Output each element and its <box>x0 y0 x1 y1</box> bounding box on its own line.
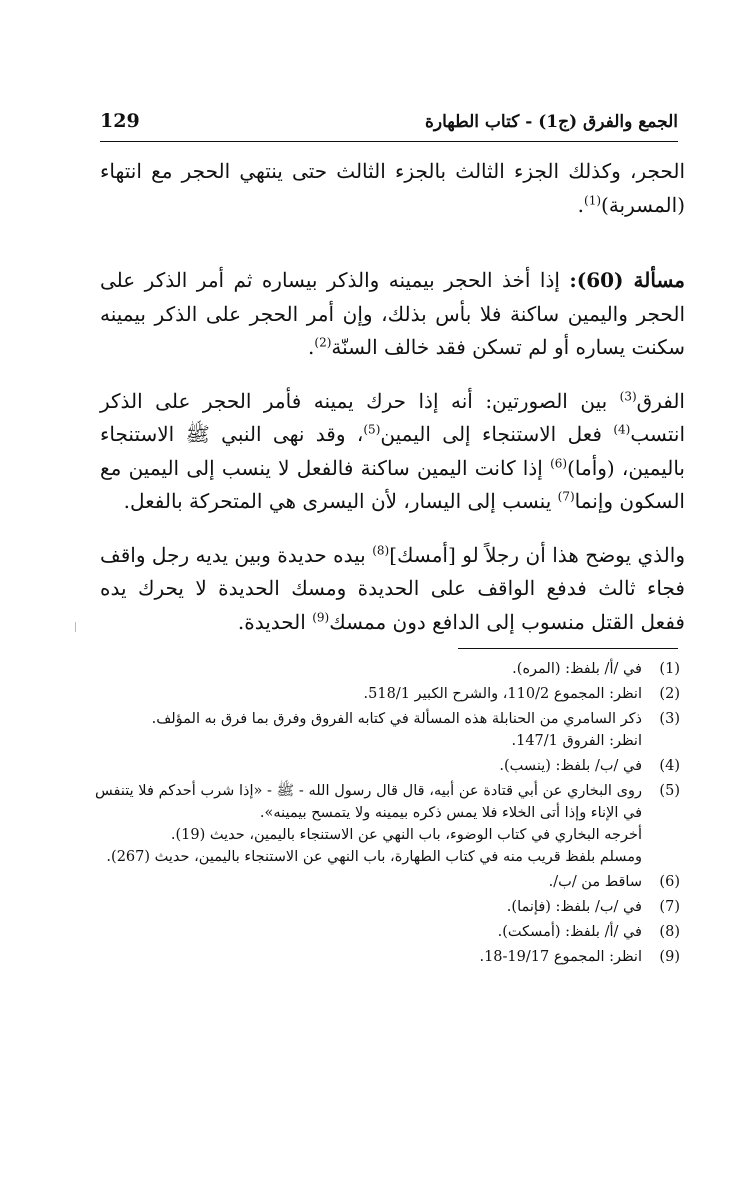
issue-heading: مسألة (60): <box>569 268 686 292</box>
footnote-number: (9) <box>659 949 680 965</box>
footnote-text <box>95 755 642 777</box>
footnote-item <box>95 755 680 777</box>
paragraph-3 <box>100 385 685 519</box>
paragraph-tail: . <box>577 192 584 217</box>
footnote-number: (1) <box>659 661 680 677</box>
paragraph-text: إذا أخذ الحجر بيمينه والذكر بيساره ثم أمر الذكر على الحجر واليمين ساكنة فلا بأس بذلك، وإن أمر الحجر على الذكر بيمينه سكنت يساره أو لم تسكن فقد خالف السنّة <box>100 268 685 359</box>
footnote-number: (8) <box>659 924 680 940</box>
footnote-line: انظر: الفروق 147/1. <box>511 733 642 749</box>
paragraph-text: ينسب إلى اليسار، لأن اليسرى هي المتحركة بالفعل. <box>123 489 558 513</box>
paragraph-text: والذي يوضح هذا أن رجلاً لو [أمسك] <box>389 542 685 567</box>
footnote-number: (6) <box>659 874 680 890</box>
footnote-item <box>95 683 680 705</box>
footnote-line: ساقط من /ب/. <box>548 874 642 890</box>
footnote-ref[interactable]: (6) <box>550 455 568 470</box>
footnote-text <box>95 780 642 868</box>
footnote-item <box>95 780 680 868</box>
paragraph-text: الحديدة. <box>237 609 313 634</box>
footnote-text <box>95 658 642 680</box>
footnote-ref[interactable]: (4) <box>613 422 631 437</box>
footnote-ref[interactable]: (1) <box>584 192 602 207</box>
footnote-rule <box>458 648 678 649</box>
footnote-ref[interactable]: (7) <box>557 489 575 504</box>
footnote-item <box>95 708 680 752</box>
footnote-line: انظر: المجموع 19/17-18. <box>479 949 642 965</box>
footnote-ref[interactable]: (5) <box>363 422 381 437</box>
footnote-number: (7) <box>659 899 680 915</box>
footnote-ref[interactable]: (3) <box>619 388 637 403</box>
footnote-text <box>95 896 642 918</box>
paragraph-4 <box>100 539 685 640</box>
footnote-item <box>95 871 680 893</box>
footnote-text <box>95 871 642 893</box>
paragraph-text: إذا كانت اليمين ساكنة فالفعل لا ينسب إلى اليمين مع السكون وإنما <box>100 455 685 513</box>
paragraph-text: الفرق <box>636 388 685 413</box>
footnote-line: في /ب/ بلفظ: (ينسب). <box>499 758 642 774</box>
header-rule <box>100 141 678 142</box>
margin-mark <box>75 622 76 632</box>
running-title: الجمع والفرق (ج1) - كتاب الطهارة <box>425 112 678 132</box>
paragraph-text: الحجر، وكذلك الجزء الثالث بالجزء الثالث حتى ينتهي الحجر مع انتهاء (المسربة) <box>100 159 685 217</box>
footnote-line: في /أ/ بلفظ: (المره). <box>512 661 642 677</box>
footnote-line: أخرجه البخاري في كتاب الوضوء، باب النهي عن الاستنجاء باليمين، حديث (19). <box>170 827 642 843</box>
page-number: 129 <box>100 110 140 132</box>
paragraph-text: ، وقد نهى النبي ﷺ الاستنجاء باليمين، (وأما) <box>100 422 685 480</box>
paragraph-tail: . <box>308 335 315 359</box>
footnote-line: ذكر السامري من الحنابلة هذه المسألة في كتابه الفروق وفرق بما فرق به المؤلف. <box>151 711 642 727</box>
footnote-number: (5) <box>659 783 680 799</box>
footnote-line: في /ب/ بلفظ: (فإنما). <box>506 899 642 915</box>
footnote-text <box>95 921 642 943</box>
footnote-item <box>95 946 680 968</box>
footnote-number: (4) <box>659 758 680 774</box>
paragraph-text: فعل الاستنجاء إلى اليمين <box>380 422 614 446</box>
footnote-ref[interactable]: (9) <box>312 609 330 624</box>
footnote-item <box>95 921 680 943</box>
footnote-ref[interactable]: (8) <box>372 542 390 557</box>
footnote-number: (2) <box>659 686 680 702</box>
footnote-number: (3) <box>659 711 680 727</box>
footnote-line: انظر: المجموع 110/2، والشرح الكبير 518/1. <box>363 686 642 702</box>
footnote-text <box>95 946 642 968</box>
footnotes-list <box>95 658 680 971</box>
footnote-ref[interactable]: (2) <box>314 335 332 350</box>
footnote-text <box>95 683 642 705</box>
footnote-line: في /أ/ بلفظ: (أمسكت). <box>497 924 642 940</box>
footnote-item <box>95 658 680 680</box>
footnote-text <box>95 708 642 752</box>
footnote-item <box>95 896 680 918</box>
paragraph-2 <box>100 264 685 365</box>
main-text <box>100 155 685 639</box>
paragraph-text: بيده حديدة وبين يديه رجل واقف فجاء ثالث فدفع الواقف على الحديدة ومسك الحديدة لا يحرك يده ففعل القتل منسوب إلى الدافع دون ممسك <box>100 542 685 634</box>
footnote-line: ومسلم بلفظ قريب منه في كتاب الطهارة، باب النهي عن الاستنجاء باليمين، حديث (267). <box>106 849 642 865</box>
page-header <box>100 108 678 138</box>
footnote-line: روى البخاري عن أبي قتادة عن أبيه، قال قال رسول الله - ﷺ - «إذا شرب أحدكم فلا يتنفس في الإناء وإذا أتى الخلاء فلا يمس ذكره بيمينه ولا يتمسح بيمينه». <box>95 783 642 821</box>
paragraph-1 <box>100 155 685 222</box>
paragraph-text: بين الصورتين: أنه إذا حرك يمينه فأمر الحجر على الذكر انتسب <box>100 388 685 446</box>
